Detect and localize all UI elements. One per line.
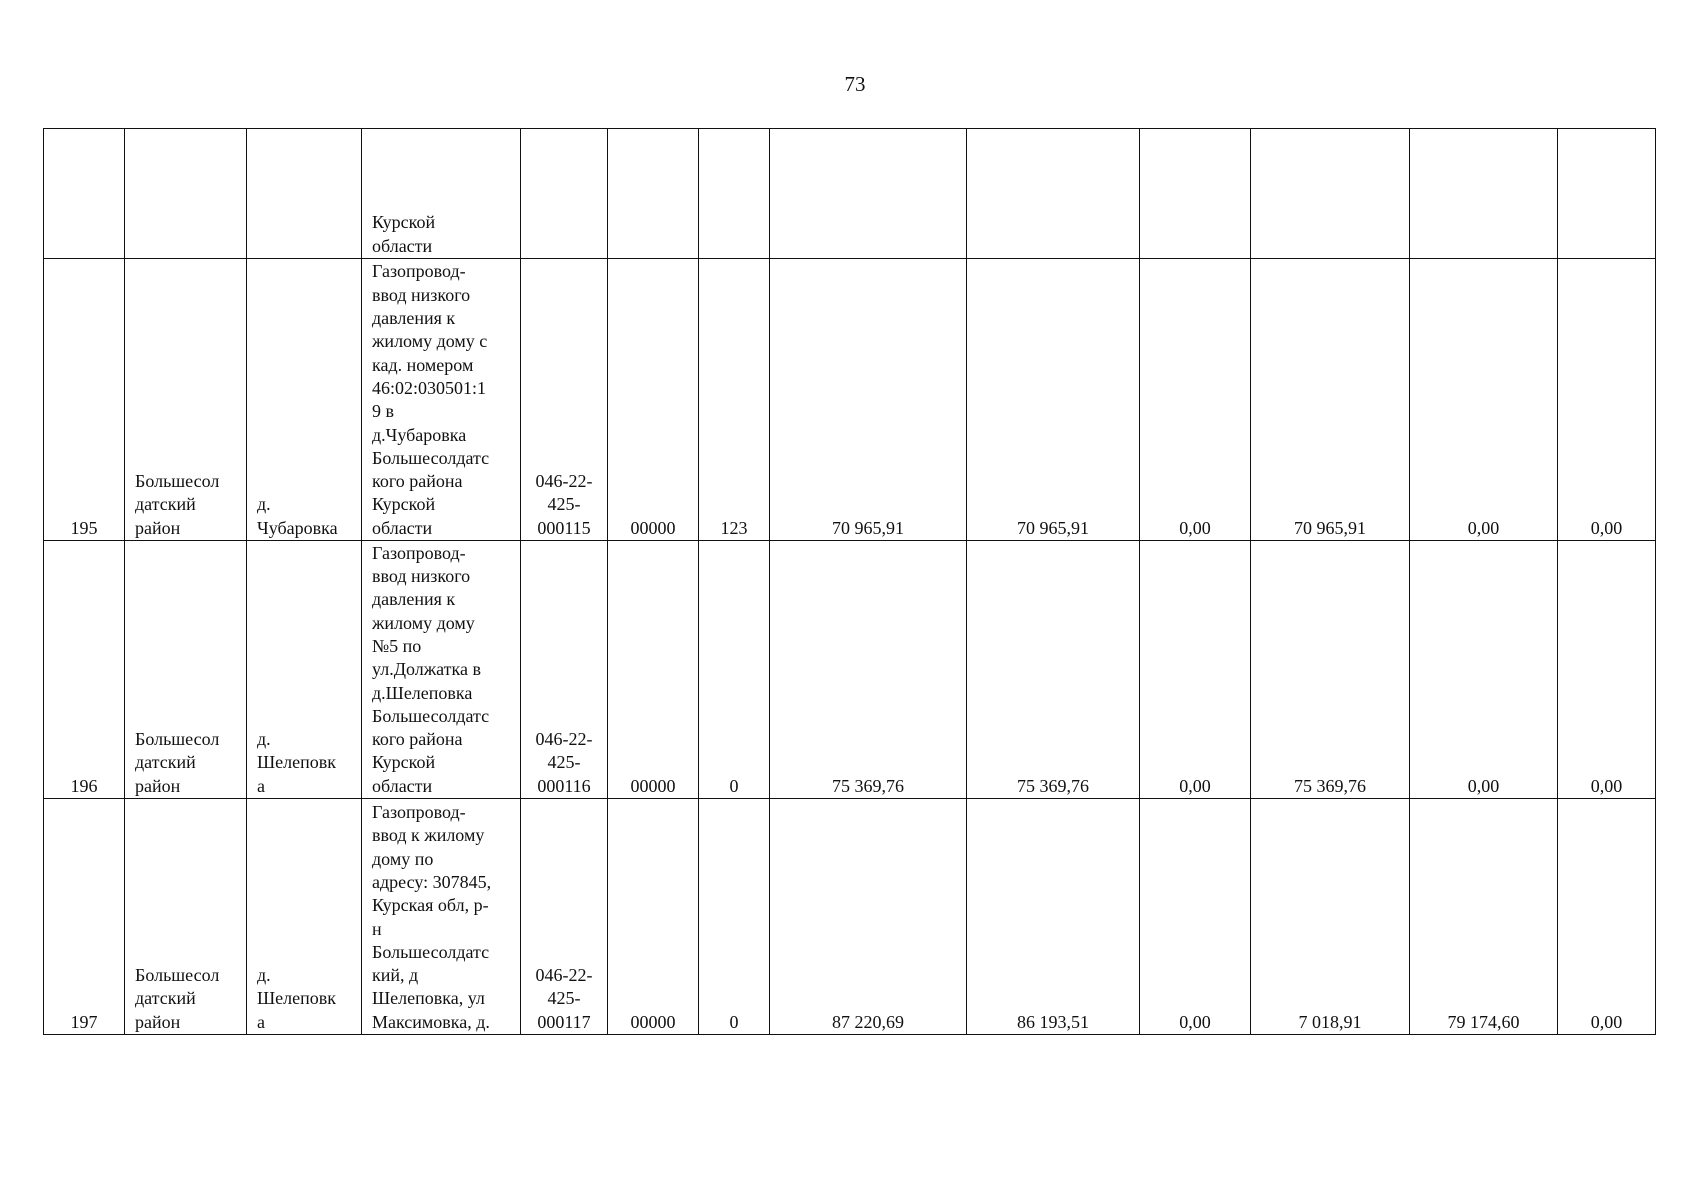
cell-description: Газопровод- ввод низкого давления к жилому дому №5 по ул.Должатка в д.Шелеповка Большесолдатс кого района Курской области [362,541,521,799]
cell-reg-code: 046-22- 425- 000117 [521,799,608,1035]
cell-code: 00000 [608,799,699,1035]
cell-code [608,129,699,259]
table-row [44,799,1656,1035]
cell-value-1 [770,129,967,259]
cell-value-6: 0,00 [1558,541,1656,799]
cell-no [44,129,125,259]
cell-value-2: 70 965,91 [967,259,1140,541]
cell-description: Газопровод- ввод низкого давления к жилому дому с кад. номером 46:02:030501:1 9 в д.Чубаровка Большесолдатс кого района Курской области [362,259,521,541]
cell-value-6: 0,00 [1558,259,1656,541]
cell-value-4: 75 369,76 [1251,541,1410,799]
cell-no: 195 [44,259,125,541]
cell-reg-code: 046-22- 425- 000116 [521,541,608,799]
cell-code: 00000 [608,541,699,799]
cell-value-5 [1410,129,1558,259]
cell-reg-code: 046-22- 425- 000115 [521,259,608,541]
cell-district: Большесол датский район [125,541,247,799]
cell-quantity: 0 [699,799,770,1035]
cell-value-3: 0,00 [1140,541,1251,799]
cell-no: 196 [44,541,125,799]
cell-value-5: 79 174,60 [1410,799,1558,1035]
cell-locality: д. Чубаровка [247,259,362,541]
cell-code: 00000 [608,259,699,541]
table-row [44,541,1656,799]
cell-value-4: 7 018,91 [1251,799,1410,1035]
cell-locality [247,129,362,259]
cell-value-2: 75 369,76 [967,541,1140,799]
cell-value-1: 75 369,76 [770,541,967,799]
cell-district: Большесол датский район [125,799,247,1035]
page-number: 73 [844,72,866,96]
cell-value-6: 0,00 [1558,799,1656,1035]
cell-value-2 [967,129,1140,259]
cell-reg-code [521,129,608,259]
cell-locality: д. Шелеповк а [247,799,362,1035]
cell-value-3: 0,00 [1140,259,1251,541]
table-row [44,259,1656,541]
cell-value-4 [1251,129,1410,259]
cell-locality: д. Шелеповк а [247,541,362,799]
cell-value-2: 86 193,51 [967,799,1140,1035]
cell-value-1: 87 220,69 [770,799,967,1035]
cell-district [125,129,247,259]
cell-value-3: 0,00 [1140,799,1251,1035]
cell-quantity: 0 [699,541,770,799]
cell-value-5: 0,00 [1410,259,1558,541]
cell-value-4: 70 965,91 [1251,259,1410,541]
cell-value-1: 70 965,91 [770,259,967,541]
cell-value-3 [1140,129,1251,259]
table-row [44,129,1656,259]
cell-value-6 [1558,129,1656,259]
cell-quantity [699,129,770,259]
cell-quantity: 123 [699,259,770,541]
cell-description: Газопровод- ввод к жилому дому по адресу: 307845, Курская обл, р- н Большесолдатс кий, д Шелеповка, ул Максимовка, д. [362,799,521,1035]
cell-no: 197 [44,799,125,1035]
registry-table [43,128,1656,1035]
cell-district: Большесол датский район [125,259,247,541]
cell-value-5: 0,00 [1410,541,1558,799]
cell-description: Курской области [362,129,521,259]
